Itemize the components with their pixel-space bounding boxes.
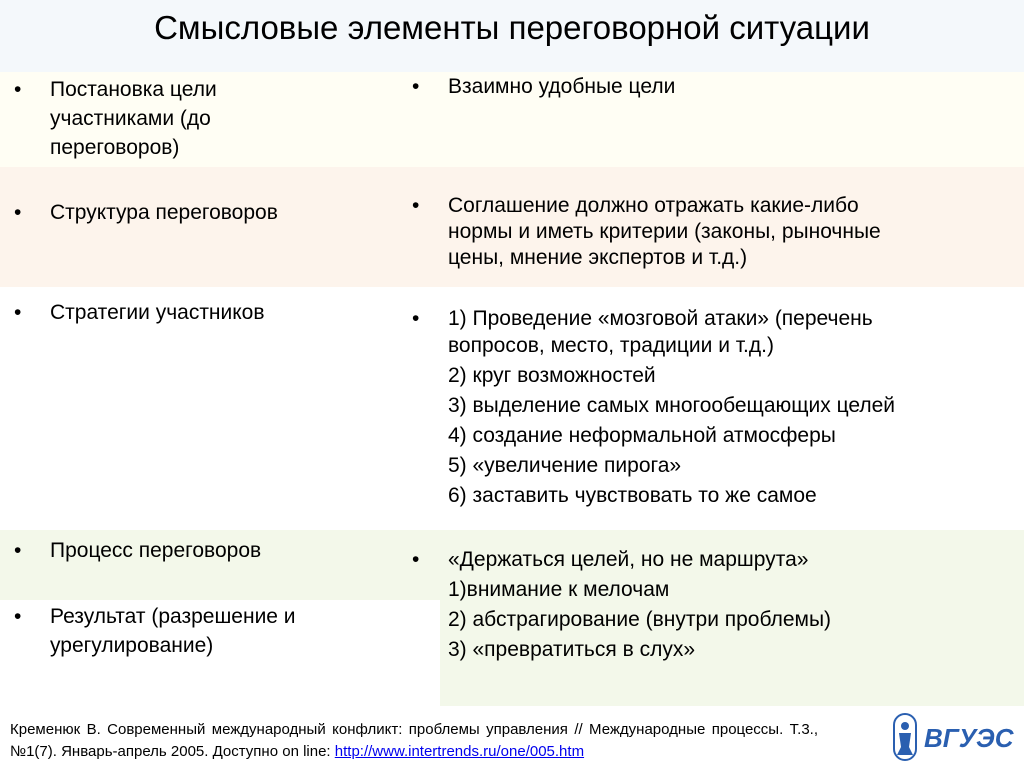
right-item-agreement: • Соглашение должно отражать какие-либо нормы и иметь критерии (законы, рыночные цены, мнение экспертов и т.д.) xyxy=(412,194,881,269)
citation-link[interactable]: http://www.intertrends.ru/one/005.htm xyxy=(334,743,585,760)
left-item-structure: • Структура переговоров xyxy=(50,198,278,227)
bullet: • xyxy=(412,75,420,98)
bullet: • xyxy=(14,201,22,224)
bullet: • xyxy=(14,605,22,628)
citation-footer xyxy=(10,719,818,763)
logo-text: ВГУЭС xyxy=(924,723,1014,753)
bullet: • xyxy=(14,78,22,101)
logo-emblem-icon xyxy=(894,714,916,760)
university-logo xyxy=(890,711,1020,763)
bullet: • xyxy=(412,307,420,330)
right-item-strategies-list: • 1) Проведение «мозговой атаки» (перечень вопросов, место, традиции и т.д.) 2) круг возможностей 3) выделение самых многообещающих целей 4) создание неформальной атмосферы 5) «увеличение пирога» 6) заставить чувствовать то же самое xyxy=(412,307,896,507)
left-item-result: • Результат (разрешение и урегулирование) xyxy=(50,602,296,660)
left-item-process: • Процесс переговоров xyxy=(50,536,261,565)
right-item-process-list: • «Держаться целей, но не маршрута» 1)внимание к мелочам 2) абстрагирование (внутри проблемы) 3) «превратиться в слух» xyxy=(448,545,831,665)
bullet: • xyxy=(14,301,22,324)
left-item-strategies: • Стратегии участников xyxy=(50,298,265,327)
slide-title: Смысловые элементы переговорной ситуации xyxy=(154,9,870,46)
bullet: • xyxy=(412,194,420,217)
left-item-goal-setting: • Постановка цели участниками (до переговоров) xyxy=(50,75,217,162)
bullet: • xyxy=(412,548,420,571)
bullet: • xyxy=(14,539,22,562)
citation-text: Кременюк В. Современный международный конфликт: проблемы управления // Международные процессы. Т.3., №1(7). Январь-апрель 2005. Доступно on line: xyxy=(10,721,818,760)
right-item-mutual-goals: • Взаимно удобные цели xyxy=(448,72,675,101)
